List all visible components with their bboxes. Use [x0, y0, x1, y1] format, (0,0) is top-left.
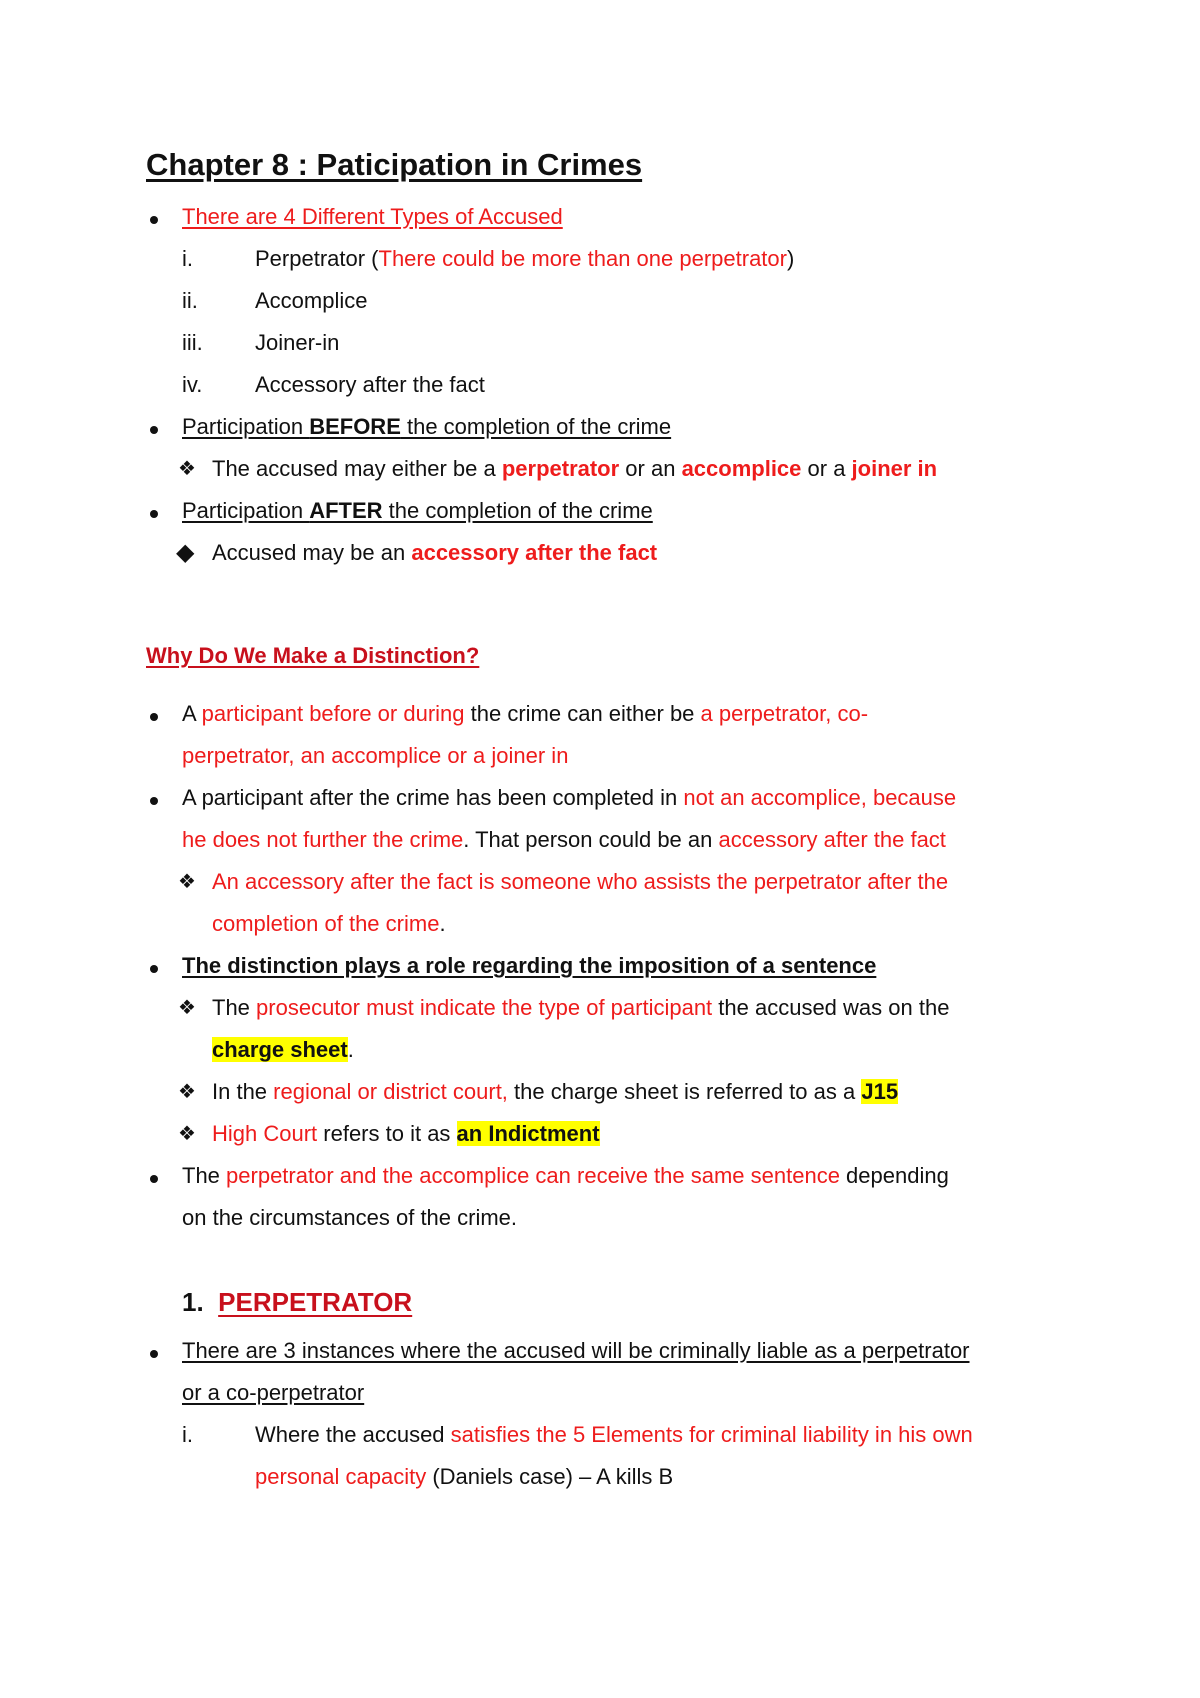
participation-after: Participation AFTER the completion of the crime [182, 498, 653, 523]
why-point-2-sub-line-2: completion of the crime. [212, 911, 446, 936]
perpetrator-intro-line-1: There are 3 instances where the accused will be criminally liable as a perpetrator [182, 1338, 970, 1363]
why-point-2-line-1: A participant after the crime has been completed in not an accomplice, because [182, 785, 957, 810]
why-point-4-line-1: The perpetrator and the accomplice can receive the same sentence depending [182, 1163, 949, 1188]
type-item-perpetrator: Perpetrator (There could be more than one perpetrator) [255, 246, 795, 271]
participation-before: Participation BEFORE the completion of the crime [182, 414, 672, 439]
bullet-icon [150, 216, 158, 224]
bullet-icon [150, 510, 158, 518]
bullet-icon [150, 797, 158, 805]
roman-numeral: i. [182, 246, 193, 271]
bullet-icon [150, 1175, 158, 1183]
perpetrator-instance-1-line-1: Where the accused satisfies the 5 Elements for criminal liability in his own [255, 1422, 973, 1447]
why-point-4-line-2: on the circumstances of the crime. [182, 1205, 518, 1230]
bullet-icon [150, 1350, 158, 1358]
type-item-accessory: Accessory after the fact [255, 372, 485, 397]
diamond-bullet-icon: ❖ [178, 1081, 196, 1103]
roman-numeral: i. [182, 1422, 193, 1447]
why-point-3-sub-1-line-1: The prosecutor must indicate the type of participant the accused was on the [212, 995, 950, 1020]
section-heading-perpetrator: 1. PERPETRATOR [182, 1287, 413, 1317]
type-item-joiner-in: Joiner-in [255, 330, 340, 355]
roman-numeral: iii. [182, 330, 203, 355]
type-item-accomplice: Accomplice [255, 288, 368, 313]
bullet-icon [150, 426, 158, 434]
types-intro: There are 4 Different Types of Accused [182, 204, 563, 229]
participation-before-detail: The accused may either be a perpetrator or an accomplice or a joiner in [212, 456, 938, 481]
roman-numeral: iv. [182, 372, 203, 397]
bullet-icon [150, 965, 158, 973]
roman-numeral: ii. [182, 288, 198, 313]
why-point-2-line-2: he does not further the crime. That person could be an accessory after the fact [182, 827, 946, 852]
participation-after-detail: Accused may be an accessory after the fact [212, 540, 658, 565]
section-heading-why: Why Do We Make a Distinction? [146, 643, 480, 668]
diamond-bullet-icon: ❖ [178, 458, 196, 480]
why-point-1-line-2: perpetrator, an accomplice or a joiner in [182, 743, 569, 768]
bullet-icon [150, 713, 158, 721]
why-point-2-sub-line-1: An accessory after the fact is someone who assists the perpetrator after the [212, 869, 949, 894]
diamond-bullet-icon: ❖ [178, 871, 196, 893]
why-point-3: The distinction plays a role regarding the imposition of a sentence [182, 953, 877, 978]
perpetrator-intro-line-2: or a co-perpetrator [182, 1380, 365, 1405]
why-point-3-sub-1-line-2: charge sheet. [212, 1037, 354, 1062]
diamond-bullet-icon: ❖ [178, 997, 196, 1019]
why-point-3-sub-3: High Court refers to it as an Indictment [212, 1121, 600, 1146]
why-point-3-sub-2: In the regional or district court, the charge sheet is referred to as a J15 [212, 1079, 899, 1104]
diamond-bullet-icon: ◆ [176, 539, 195, 566]
diamond-bullet-icon: ❖ [178, 1123, 196, 1145]
perpetrator-instance-1-line-2: personal capacity (Daniels case) – A kills B [255, 1464, 674, 1489]
why-point-1-line-1: A participant before or during the crime can either be a perpetrator, co- [182, 701, 869, 726]
page-title: Chapter 8 : Paticipation in Crimes [146, 147, 643, 182]
